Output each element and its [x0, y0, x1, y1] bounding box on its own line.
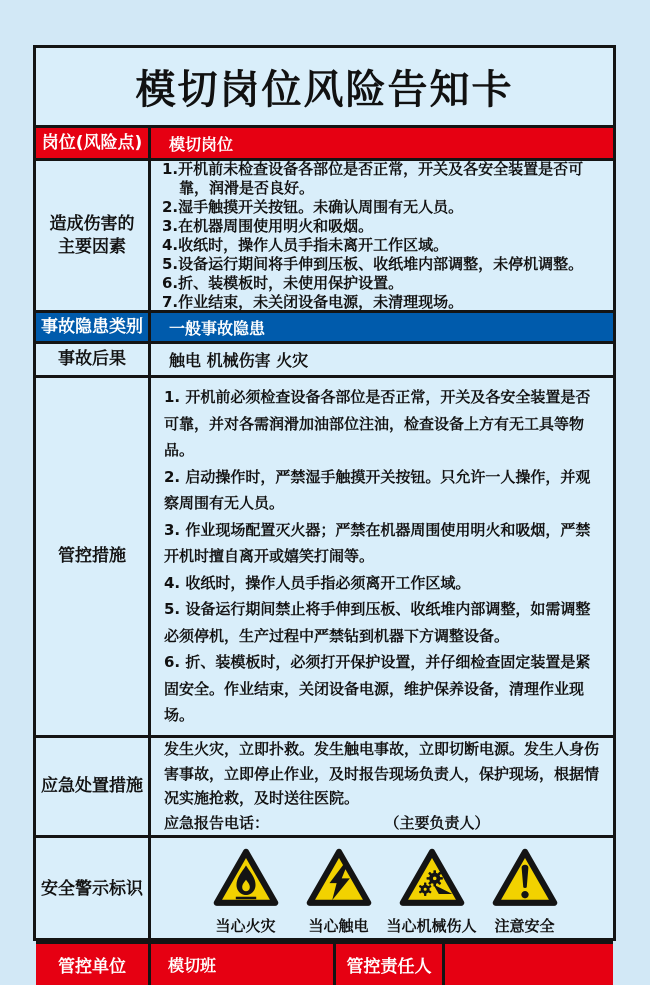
sign-caption: 当心火灾 — [215, 916, 276, 935]
safety-signs-cell — [148, 838, 613, 941]
sign-fire — [199, 846, 292, 936]
consequence-value-cell — [148, 344, 613, 375]
emergency-response-label: 应急处置措施 — [41, 775, 143, 796]
list-item: 1.开机前未检查设备各部位是否正常，开关及各安全装置是否可靠，润滑是否良好。 — [162, 159, 584, 197]
control-measures-list — [151, 378, 613, 735]
consequence-value: 触电 机械伤害 火灾 — [169, 351, 309, 370]
list-item: 6. 折、装模板时，必须打开保护设置，并仔细检查固定装置是紧固安全。作业结束，关闭设备电源，维护保养设备，清理作业现场。 — [164, 653, 591, 724]
position-label: 岗位(风险点) — [36, 128, 148, 158]
page-title: 模切岗位风险告知卡 — [135, 67, 514, 113]
general-safety-warning-icon — [491, 846, 559, 912]
injury-factors-label-line2: 主要因素 — [58, 236, 126, 257]
sign-caption: 当心机械伤人 — [386, 916, 477, 935]
list-item: 4.收纸时，操作人员手指未离开工作区域。 — [162, 235, 449, 254]
control-person-value — [442, 944, 613, 985]
list-item: 6.折、装模板时，未使用保护设置。 — [162, 273, 404, 292]
position-value-cell — [148, 128, 613, 158]
list-item: 1. 开机前必须检查设备各部位是否正常，开关及各安全装置是否可靠，并对各需润滑加油部位注油，检查设备上方有无工具等物品。 — [164, 388, 591, 459]
injury-factors-list — [151, 155, 613, 317]
fire-warning-icon — [212, 846, 280, 912]
list-item: 7.作业结束，未关闭设备电源，未清理现场。 — [162, 292, 464, 311]
list-item: 4. 收纸时，操作人员手指必须离开工作区域。 — [164, 573, 471, 592]
emergency-response-text — [151, 733, 613, 839]
emergency-response-row — [36, 735, 613, 835]
list-item: 5. 设备运行期间禁止将手伸到压板、收纸堆内部调整，如需调整必须停机，生产过程中严禁钻到机器下方调整设备。 — [164, 600, 591, 645]
injury-factors-label-line1: 造成伤害的 — [49, 213, 135, 234]
hazard-category-label: 事故隐患类别 — [36, 313, 148, 341]
position-row — [36, 125, 613, 158]
list-item: 3. 作业现场配置灭火器；严禁在机器周围使用明火和吸烟，严禁开机时擅自离开或嬉笑打闹等。 — [164, 520, 591, 565]
control-unit-label: 管控单位 — [58, 956, 126, 977]
consequence-label: 事故后果 — [58, 349, 126, 370]
sign-mechanical-injury — [385, 846, 478, 936]
injury-factors-label — [36, 161, 148, 310]
emergency-response-cell — [148, 738, 613, 835]
risk-notice-card — [33, 45, 616, 977]
control-measures-cell — [148, 378, 613, 735]
consequence-row — [36, 341, 613, 375]
sign-general-safety — [478, 846, 571, 936]
hazard-category-row — [36, 310, 613, 341]
safety-signs-label: 安全警示标识 — [41, 878, 143, 899]
sign-caption: 当心触电 — [308, 916, 369, 935]
list-item: 5.设备运行期间将手伸到压板、收纸堆内部调整，未停机调整。 — [162, 254, 584, 273]
control-measures-row — [36, 375, 613, 735]
sign-electric-shock — [292, 846, 385, 936]
list-item: 2.湿手触摸开关按钮。未确认周围有无人员。 — [162, 197, 464, 216]
sign-caption: 注意安全 — [494, 916, 555, 935]
mechanical-injury-warning-icon — [398, 846, 466, 912]
control-unit-value: 模切班 — [148, 944, 333, 985]
list-item: 3.在机器周围使用明火和吸烟。 — [162, 216, 374, 235]
injury-factors-row — [36, 158, 613, 310]
emergency-phone-note: （主要负责人） — [384, 813, 490, 832]
control-unit-row — [36, 941, 613, 985]
card-title-row — [36, 48, 613, 125]
list-item: 2. 启动操作时，严禁湿手触摸开关按钮。只允许一人操作，并观察周围有无人员。 — [164, 467, 591, 512]
emergency-phone-line — [164, 811, 601, 836]
position-value: 模切岗位 — [169, 134, 234, 154]
emergency-phone-label: 应急报告电话： — [164, 813, 270, 832]
hazard-category-value-cell — [148, 313, 613, 341]
control-measures-label: 管控措施 — [58, 545, 126, 566]
hazard-category-value: 一般事故隐患 — [169, 318, 266, 338]
electric-shock-warning-icon — [305, 846, 373, 912]
injury-factors-cell — [148, 161, 613, 310]
safety-signs-row — [36, 835, 613, 941]
control-person-label: 管控责任人 — [333, 944, 442, 985]
emergency-instructions: 发生火灾，立即扑救。发生触电事故，立即切断电源。发生人身伤害事故，立即停止作业，及时报告现场负责人，保护现场，根据情况实施抢救，及时送往医院。 — [164, 740, 600, 807]
